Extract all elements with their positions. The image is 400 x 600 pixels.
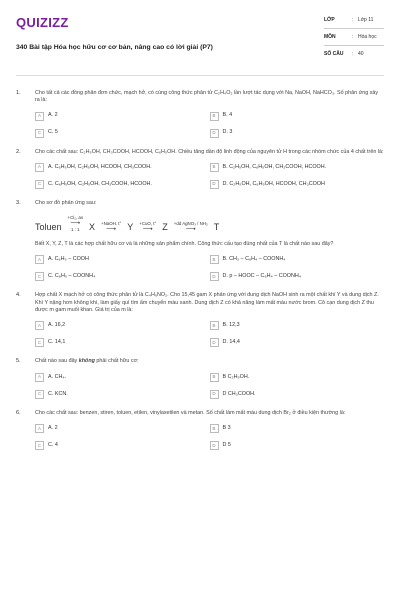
option-d[interactable] (210, 440, 385, 451)
option-letter-box[interactable]: A (35, 112, 44, 121)
option-a[interactable] (35, 320, 210, 331)
option-grid (35, 111, 384, 139)
option-letter-box[interactable]: C (35, 441, 44, 450)
option-text: D. 3 (222, 129, 233, 136)
question-text-post: phải chất hữu cơ: (94, 358, 139, 365)
option-letter-box[interactable]: A (35, 255, 44, 264)
option-letter-box[interactable]: D (210, 180, 219, 189)
question-text: Cho các chất sau: benzen, stiren, toluen, etilen, vinylaxetilen và metan. Số chất làm mất màu dung dịch Br₂ ở điều kiện thường là: (35, 409, 346, 416)
scheme-x: X (89, 222, 96, 233)
meta-value: 40 (358, 51, 364, 58)
option-text: A. 2 (48, 424, 58, 431)
meta-label: MÔN (324, 33, 336, 40)
question-number: 1. (16, 90, 21, 96)
option-d[interactable] (210, 179, 385, 190)
question-number: 6. (16, 409, 21, 416)
document-title: 340 Bài tập Hóa học hữu cơ cơ bản, nâng cao có lời giải (P7) (16, 44, 213, 51)
meta-table (324, 12, 384, 63)
option-text: B 3 (222, 424, 231, 431)
option-letter-box[interactable]: C (35, 390, 44, 399)
meta-separator: : (352, 16, 354, 23)
arrow-condition-bottom: 1 : 1 (71, 227, 80, 233)
option-letter-box[interactable]: C (35, 272, 44, 281)
question-number: 4. (16, 292, 21, 299)
meta-separator: : (352, 51, 354, 58)
quizizz-logo: QUIZIZZ (16, 15, 69, 30)
option-text: D 5 (222, 441, 231, 448)
option-b[interactable] (210, 111, 385, 122)
option-grid (35, 162, 384, 190)
option-b[interactable] (210, 254, 385, 265)
option-c[interactable] (35, 389, 210, 400)
option-letter-box[interactable]: C (35, 129, 44, 138)
option-a[interactable] (35, 372, 210, 383)
worksheet-header (16, 12, 384, 76)
scheme-arrow-2 (101, 221, 121, 233)
meta-label: LỚP (324, 16, 335, 23)
option-text: D. C₂H₅OH, C₆H₅OH, HCOOH, CH₃COOH (222, 180, 325, 187)
option-letter-box[interactable]: D (210, 272, 219, 281)
option-letter-box[interactable]: A (35, 424, 44, 433)
meta-label: SỐ CÂU (324, 51, 344, 58)
option-letter-box[interactable]: B (210, 373, 219, 382)
arrow-condition-top: +dd AgNO₃ / NH₃ (173, 221, 208, 227)
option-text: B. C₂H₅OH, C₆H₅OH, CH₃COOH, HCOOH. (222, 163, 327, 170)
question-2 (16, 149, 384, 190)
question-text-continued: Biết X, Y, Z, T là các hợp chất hữu cơ và là những sản phẩm chính. Công thức cấu tạo đúng nhất của T là chất nào sau đây? (35, 241, 334, 248)
question-text (35, 358, 384, 365)
option-text: B. 12,3 (222, 322, 240, 329)
option-text: C. KCN. (48, 390, 68, 397)
option-a[interactable] (35, 423, 210, 434)
option-letter-box[interactable]: A (35, 373, 44, 382)
option-b[interactable] (210, 162, 385, 173)
option-b[interactable] (210, 372, 385, 383)
question-number: 2. (16, 148, 21, 155)
arrow-icon: ⟶ (70, 220, 81, 228)
option-letter-box[interactable]: C (35, 338, 44, 347)
option-letter-box[interactable]: B (210, 424, 219, 433)
scheme-start: Toluen (35, 222, 62, 233)
option-a[interactable] (35, 162, 210, 173)
option-text: C. C₆H₅ – COONH₄ (48, 273, 96, 280)
option-c[interactable] (35, 271, 210, 282)
scheme-t: T (213, 222, 220, 233)
question-text-emphasis: không (78, 358, 95, 365)
option-letter-box[interactable]: D (210, 129, 219, 138)
question-number: 5. (16, 358, 21, 365)
option-letter-box[interactable]: B (210, 163, 219, 172)
option-d[interactable] (210, 128, 385, 139)
option-text: A. 2 (48, 112, 58, 119)
arrow-condition-top: +NaOH, t° (101, 221, 122, 227)
meta-row-class (324, 12, 384, 29)
option-text: B. CH₃ – C₆H₄ – COONH₄ (222, 256, 286, 263)
question-list (16, 90, 384, 451)
arrow-condition-top: +Cl₂, as (67, 215, 84, 221)
arrow-icon: ⟶ (106, 226, 117, 234)
option-letter-box[interactable]: B (210, 112, 219, 121)
scheme-y: Y (127, 222, 134, 233)
option-letter-box[interactable]: A (35, 321, 44, 330)
question-4 (16, 292, 384, 348)
option-grid (35, 254, 384, 282)
option-grid (35, 372, 384, 400)
arrow-condition-top: +CuO, t° (139, 221, 157, 227)
arrow-icon: ⟶ (142, 226, 153, 234)
option-text: A. C₆H₅OH, C₂H₅OH, HCOOH, CH₃COOH. (48, 163, 152, 170)
meta-row-count (324, 46, 384, 63)
question-1 (16, 90, 384, 139)
option-text: A. C₆H₅ – COOH (48, 256, 89, 263)
meta-row-subject (324, 29, 384, 46)
option-text: C. 5 (48, 129, 58, 136)
option-a[interactable] (35, 254, 210, 265)
meta-value: Lớp 11 (358, 16, 374, 23)
question-3 (16, 200, 384, 283)
option-letter-box[interactable]: A (35, 163, 44, 172)
option-text: A. CH₄. (48, 373, 67, 380)
option-text: A. 16,2 (48, 322, 66, 329)
option-grid (35, 423, 384, 451)
option-text: B. 4 (222, 112, 233, 119)
option-text: C. 14,1 (48, 339, 66, 346)
option-c[interactable] (35, 440, 210, 451)
question-text: Cho sơ đồ phản ứng sau: (35, 199, 97, 206)
option-text: C. 4 (48, 441, 58, 448)
option-text: C. C₆H₅OH, C₂H₅OH, CH₃COOH, HCOOH. (48, 180, 152, 187)
option-b[interactable] (210, 320, 385, 331)
question-6 (16, 410, 384, 451)
option-text: B C₂H₅OH. (222, 373, 250, 380)
scheme-arrow-1 (68, 215, 84, 233)
option-letter-box[interactable]: D (210, 338, 219, 347)
question-text: Cho các chất sau: C₂H₅OH, CH₃COOH, HCOOH, C₆H₅OH. Chiều tăng dần độ linh động của nguyên tử H trong các nhóm chức của 4 chất trên là: (35, 148, 384, 155)
question-5 (16, 358, 384, 399)
option-c[interactable] (35, 179, 210, 190)
scheme-z: Z (162, 222, 168, 233)
option-letter-box[interactable]: B (210, 321, 219, 330)
option-letter-box[interactable]: C (35, 180, 44, 189)
option-d[interactable] (210, 271, 385, 282)
reaction-scheme (35, 213, 384, 233)
option-letter-box[interactable]: B (210, 255, 219, 264)
option-d[interactable] (210, 389, 385, 400)
option-text: D. p – HOOC – C₆H₄ – COONH₄ (222, 273, 301, 280)
question-text: Hợp chất X mạch hở có công thức phân tử là C₄H₉NO₂. Cho 15,45 gam X phản ứng với dung dịch NaOH sinh ra một chất khí Y và dung dịch Z. Khí Y nặng hơn không khí, làm giấy quì tím ẩm chuyển màu xanh. Dung dịch Z có khả năng làm mất màu nước brom. Cô cạn dung dịch Z thu được m gam muối khan. Giá trị của m là: (35, 292, 379, 314)
question-number: 3. (16, 199, 21, 206)
question-text-pre: Chất nào sau đây (35, 358, 79, 365)
question-text: Cho tất cả các đồng phân đơn chức, mạch hở, có cùng công thức phân tử C₂H₄O₂ lần lượt tác dụng với Na, NaOH, NaHCO₃. Số phản ứng xảy ra là: (35, 90, 379, 104)
meta-separator: : (352, 33, 354, 40)
option-text: D CH₃COOH. (222, 390, 256, 397)
scheme-arrow-4 (174, 221, 208, 233)
option-d[interactable] (210, 337, 385, 348)
option-c[interactable] (35, 128, 210, 139)
scheme-arrow-3 (139, 221, 156, 233)
meta-value: Hóa học (358, 33, 377, 40)
option-grid (35, 320, 384, 348)
option-letter-box[interactable]: D (210, 390, 219, 399)
arrow-icon: ⟶ (185, 226, 196, 234)
option-text: D. 14,4 (222, 339, 240, 346)
option-c[interactable] (35, 337, 210, 348)
option-letter-box[interactable]: D (210, 441, 219, 450)
option-b[interactable] (210, 423, 385, 434)
option-a[interactable] (35, 111, 210, 122)
